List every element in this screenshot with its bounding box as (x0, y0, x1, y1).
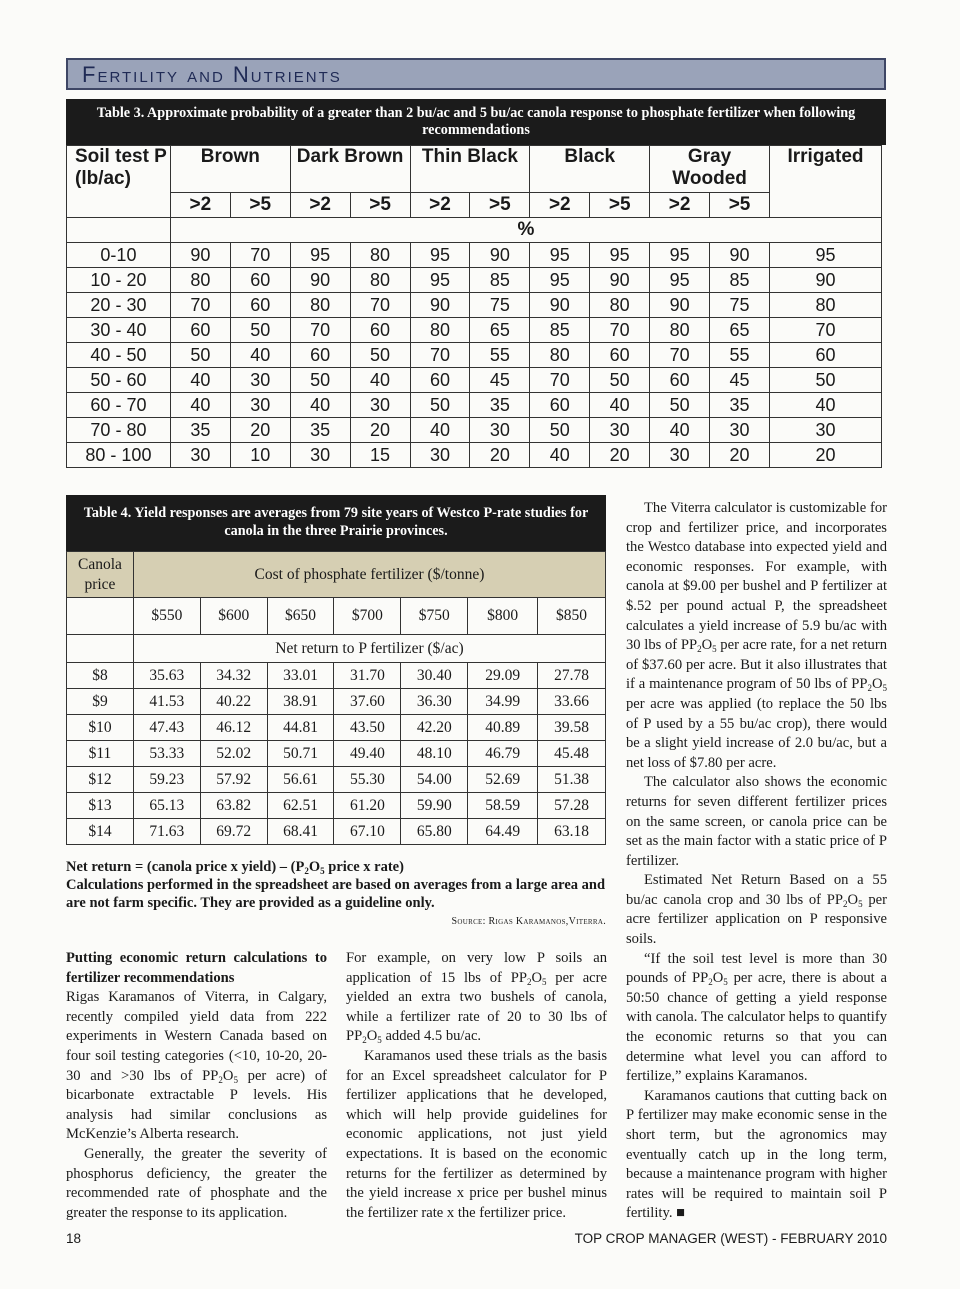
p2o5: $P_2O_5$ (834, 891, 863, 909)
table4-notes (66, 858, 606, 912)
table-cell: 60 (530, 393, 590, 418)
table-cell: 90 (650, 293, 710, 318)
table-cell: 80 - 100 (67, 443, 171, 468)
table-cell: 95 (530, 243, 590, 268)
table-cell: 90 (470, 243, 530, 268)
table-cell: 30 (410, 443, 470, 468)
table-cell: 56.61 (267, 767, 334, 793)
table-cell: 57.28 (538, 793, 606, 819)
table-row (67, 368, 882, 393)
table-cell: 85 (530, 318, 590, 343)
table-cell: 35 (710, 393, 770, 418)
table-cell: 40 (650, 418, 710, 443)
table-row (67, 741, 606, 767)
table-cell: 30 (650, 443, 710, 468)
column-1 (66, 949, 327, 1223)
table-cell: 20 (470, 443, 530, 468)
table-cell: 95 (410, 268, 470, 293)
threshold-header: >5 (590, 193, 650, 218)
table-cell: 33.66 (538, 689, 606, 715)
table-cell: 30 (590, 418, 650, 443)
p2o5: $P_2O_5$ (518, 969, 547, 987)
table-cell: 50 (350, 343, 410, 368)
table-cell: 90 (290, 268, 350, 293)
table-cell: $11 (67, 741, 134, 767)
table-cell: 65.80 (401, 819, 468, 845)
paragraph: Karamanos cautions that cutting back on P fertilizer may make economic sense in the short term, but the agronomics may eventually catch up in the long term, because a maintenance program with higher rates will be required to maintain soil P fertility. ■ (626, 1087, 887, 1222)
p2o5: $P_2O_5$ (688, 637, 717, 655)
table-cell: 38.91 (267, 689, 334, 715)
table-cell: 10 - 20 (67, 268, 171, 293)
table-cell: 71.63 (133, 819, 200, 845)
table-cell: 55 (710, 343, 770, 368)
soil-test-header: Soil test P (lb/ac) (67, 146, 171, 218)
table-cell: 20 (350, 418, 410, 443)
section-title: Fertility and Nutrients (66, 58, 886, 90)
table-cell: 20 (590, 443, 650, 468)
table-cell: 80 (650, 318, 710, 343)
paragraph: The calculator also shows the economic returns for seven different fertilizer prices on the same screen, or canola price can be set as the main factor with a static price of P fertilizer. (626, 774, 887, 869)
p2o5: $P_2O_5$ (700, 970, 728, 988)
table3 (66, 145, 882, 468)
table-cell: 0-10 (67, 243, 171, 268)
table-cell: 90 (590, 268, 650, 293)
table-cell: 37.60 (334, 689, 401, 715)
table-cell: 95 (590, 243, 650, 268)
table-cell: 95 (770, 243, 882, 268)
table-cell: 70 (650, 343, 710, 368)
threshold-header: >2 (650, 193, 710, 218)
table-row (67, 418, 882, 443)
table-cell: 35 (470, 393, 530, 418)
table-cell: 80 (530, 343, 590, 368)
table-cell: 60 (230, 268, 290, 293)
table-cell: 70 - 80 (67, 418, 171, 443)
table-cell: 40 (410, 418, 470, 443)
table-cell: 30 (230, 368, 290, 393)
table-cell: 50 (290, 368, 350, 393)
cost-header: $600 (200, 598, 267, 635)
table-cell: 39.58 (538, 715, 606, 741)
paragraph: Rigas Karamanos of Viterra, in Calgary, recently compiled yield data from 222 experiments in Western Canada based on four soil testing categories (<10, 10-20, 20-30 and >30 lbs of $PP_2O_5$ per acre) of bicarbonate extractable P levels. His analysis had similar conclusions as McKenzie’s Alberta research. (66, 989, 327, 1143)
table-cell: 47.43 (133, 715, 200, 741)
table-cell: $12 (67, 767, 134, 793)
table-cell: 45 (470, 368, 530, 393)
cost-header: $700 (334, 598, 401, 635)
table-cell: 69.72 (200, 819, 267, 845)
table-cell: 48.10 (401, 741, 468, 767)
table-row (67, 663, 606, 689)
table-cell: 50 (770, 368, 882, 393)
table-cell: 49.40 (334, 741, 401, 767)
paragraph: Estimated Net Return Based on a 55 bu/ac canola crop and 30 lbs of $PP_2O_5$ per acre fertilizer application on P responsive soils. (626, 872, 887, 948)
table-cell: 80 (410, 318, 470, 343)
table-cell: 30 (290, 443, 350, 468)
table-row (67, 767, 606, 793)
table4 (66, 551, 606, 845)
cost-header: $850 (538, 598, 606, 635)
table-cell: 33.01 (267, 663, 334, 689)
table-cell: 90 (410, 293, 470, 318)
canola-price-header: Canola price (67, 552, 134, 598)
table-row (67, 268, 882, 293)
table-cell: 35 (290, 418, 350, 443)
threshold-header: >2 (530, 193, 590, 218)
table-cell: 70 (170, 293, 230, 318)
table-cell: 70 (770, 318, 882, 343)
table-cell: 50 (170, 343, 230, 368)
table-cell: 68.41 (267, 819, 334, 845)
table-cell: 62.51 (267, 793, 334, 819)
table-cell: 40 (290, 393, 350, 418)
table-cell: 58.59 (468, 793, 538, 819)
table-cell: 20 (230, 418, 290, 443)
table-cell: 40.22 (200, 689, 267, 715)
table-cell: 95 (650, 243, 710, 268)
table-cell: 80 (770, 293, 882, 318)
table-cell: 70 (590, 318, 650, 343)
p2o5: $P_2O_5$ (859, 676, 887, 694)
zone-header: Black (530, 146, 650, 193)
threshold-header: >5 (710, 193, 770, 218)
zone-header: Gray Wooded (650, 146, 770, 193)
formula: Net return = (canola price x yield) – ($P_2O_5$ price x rate) (66, 859, 404, 876)
table-cell: 52.69 (468, 767, 538, 793)
table-cell: 46.79 (468, 741, 538, 767)
table-cell: $14 (67, 819, 134, 845)
table-cell: 70 (230, 243, 290, 268)
cost-header: $650 (267, 598, 334, 635)
paragraph: The Viterra calculator is customizable for crop and fertilizer price, and incorporates the Westco database into expected yield and economic responses. For example, with canola at $9.00 per bushel and P fertilizer at $.52 per pound actual P, the spreadsheet calculates a yield increase of 5.9 bu/ac with 30 lbs of $PP_2O_5$ per acre rate, for a net return of $37.60 per acre. But it also illustrates that if a maintenance program of 50 lbs of $PP_2O_5$ per acre was applied (to replace the 50 lbs of P used by a 55 bu/ac crop), there would be a slight yield increase of 2.0 bu/ac, but a net loss of $7.80 per acre. (626, 500, 888, 771)
table-cell: 40 (770, 393, 882, 418)
unit-label: % (170, 218, 881, 243)
table-row (67, 393, 882, 418)
table-cell: $10 (67, 715, 134, 741)
table-cell: 65 (470, 318, 530, 343)
threshold-header: >5 (230, 193, 290, 218)
table-cell: 59.23 (133, 767, 200, 793)
table-cell: 53.33 (133, 741, 200, 767)
table-cell: 64.49 (468, 819, 538, 845)
table-cell: 30 (470, 418, 530, 443)
table-row (67, 293, 882, 318)
table-cell: 34.32 (200, 663, 267, 689)
table-cell: 10 (230, 443, 290, 468)
table-cell: 90 (710, 243, 770, 268)
table-cell: 30 (170, 443, 230, 468)
table-cell: 57.92 (200, 767, 267, 793)
table-cell: 75 (470, 293, 530, 318)
table-cell: 65.13 (133, 793, 200, 819)
zone-header: Brown (170, 146, 290, 193)
cost-header: $550 (133, 598, 200, 635)
table-cell: 50 (650, 393, 710, 418)
table-cell: 20 - 30 (67, 293, 171, 318)
paragraph: Generally, the greater the severity of phosphorus deficiency, the greater the recommended rate of phosphate and the greater the response to its application. (66, 1145, 327, 1221)
table4-caption: Table 4. Yield responses are averages from 79 site years of Westco P-rate studies for canola in the three Prairie provinces. (66, 495, 606, 551)
table-cell: 55.30 (334, 767, 401, 793)
table-cell: 60 (230, 293, 290, 318)
table-cell: 60 - 70 (67, 393, 171, 418)
table-cell: 30.40 (401, 663, 468, 689)
table-cell: $9 (67, 689, 134, 715)
table-cell: 43.50 (334, 715, 401, 741)
column-3 (626, 499, 887, 1224)
p2o5: $P_2O_5$ (354, 1028, 382, 1046)
table-cell: 90 (170, 243, 230, 268)
table-cell: 63.82 (200, 793, 267, 819)
table-cell: 60 (410, 368, 470, 393)
zone-header: Irrigated (770, 146, 882, 218)
table-cell: 27.78 (538, 663, 606, 689)
table-cell: 50 (590, 368, 650, 393)
threshold-header: >2 (290, 193, 350, 218)
table-cell: 65 (710, 318, 770, 343)
table-cell: 95 (290, 243, 350, 268)
table-cell: 63.18 (538, 819, 606, 845)
table-cell: 44.81 (267, 715, 334, 741)
table-cell: 60 (170, 318, 230, 343)
table-cell: 40 (350, 368, 410, 393)
table-cell: 20 (710, 443, 770, 468)
p2o5: $P_2O_5$ (210, 1067, 238, 1085)
table-cell: 45.48 (538, 741, 606, 767)
table-cell: 40 - 50 (67, 343, 171, 368)
table-cell: 42.20 (401, 715, 468, 741)
source-credit: Source: Rigas Karamanos,Viterra. (451, 916, 606, 927)
table-cell: 40 (530, 443, 590, 468)
column-2 (346, 949, 607, 1223)
table-cell: 54.00 (401, 767, 468, 793)
table-row (67, 793, 606, 819)
table-cell: 50 (410, 393, 470, 418)
subheading: Putting economic return calculations to fertilizer recommendations (66, 950, 327, 986)
table-cell: 70 (530, 368, 590, 393)
table-cell: 61.20 (334, 793, 401, 819)
page-number: 18 (66, 1231, 82, 1246)
table-cell: 85 (470, 268, 530, 293)
table-cell: 80 (290, 293, 350, 318)
table-cell: 34.99 (468, 689, 538, 715)
table-row (67, 443, 882, 468)
table-cell: 60 (770, 343, 882, 368)
threshold-header: >2 (410, 193, 470, 218)
table-cell: 70 (410, 343, 470, 368)
threshold-header: >5 (470, 193, 530, 218)
table-cell: 31.70 (334, 663, 401, 689)
table3-caption: Table 3. Approximate probability of a greater than 2 bu/ac and 5 bu/ac canola response to phosphate fertilizer when following recommendations (66, 99, 886, 145)
table-cell (67, 598, 134, 635)
table-cell: 50 - 60 (67, 368, 171, 393)
table-cell: 30 - 40 (67, 318, 171, 343)
zone-header: Thin Black (410, 146, 530, 193)
table-cell: 80 (350, 268, 410, 293)
table-cell: 59.90 (401, 793, 468, 819)
table-cell: 36.30 (401, 689, 468, 715)
table-cell: 80 (170, 268, 230, 293)
table-cell: 60 (650, 368, 710, 393)
table-cell: 30 (230, 393, 290, 418)
threshold-header: >2 (170, 193, 230, 218)
table-cell: 20 (770, 443, 882, 468)
table-cell: 30 (350, 393, 410, 418)
net-return-header: Net return to P fertilizer ($/ac) (133, 635, 605, 663)
table-cell: 40.89 (468, 715, 538, 741)
table-cell: 29.09 (468, 663, 538, 689)
table-cell: 55 (470, 343, 530, 368)
table-cell: $13 (67, 793, 134, 819)
table-cell: 80 (350, 243, 410, 268)
paragraph: For example, on very low P soils an application of 15 lbs of $PP_2O_5$ per acre yielded an extra two bushels of canola, while a fertilizer rate of 20 to 30 lbs of $PP_2O_5$ added 4.5 bu/ac. (346, 950, 607, 1046)
table-cell: 50 (230, 318, 290, 343)
table-cell: 80 (590, 293, 650, 318)
table-cell: 95 (410, 243, 470, 268)
table-cell: 90 (530, 293, 590, 318)
threshold-header: >5 (350, 193, 410, 218)
table-cell: 70 (350, 293, 410, 318)
table-cell: 52.02 (200, 741, 267, 767)
table-cell: 45 (710, 368, 770, 393)
publication-line: TOP CROP MANAGER (WEST) - FEBRUARY 2010 (574, 1231, 887, 1246)
table-row (67, 243, 882, 268)
table-cell: 30 (710, 418, 770, 443)
table-cell: $8 (67, 663, 134, 689)
table-cell: 95 (650, 268, 710, 293)
table-cell: 40 (230, 343, 290, 368)
table-cell: 60 (350, 318, 410, 343)
table-row (67, 343, 882, 368)
table-cell: 35 (170, 418, 230, 443)
table-cell: 85 (710, 268, 770, 293)
table-cell: 90 (770, 268, 882, 293)
table4-note: Calculations performed in the spreadsheet are based on averages from a large area and are not farm specific. They are provided as a guideline only. (66, 877, 606, 911)
table-cell: 75 (710, 293, 770, 318)
paragraph: “If the soil test level is more than 30 pounds of $PP_2O_5$ per acre, there is about a 50:50 chance of getting a yield response with canola. The calculator helps to quantify the economic returns so that you can determine what level you can afford to fertilize,” explains Karamanos. (626, 950, 888, 1085)
table-row (67, 318, 882, 343)
table-cell: 15 (350, 443, 410, 468)
paragraph: Karamanos used these trials as the basis for an Excel spreadsheet calculator for P fertilizer applications that he developed, which will help provide guidelines for economic applications, not just yield expectations. It is based on the economic returns for the fertilizer as determined by the yield increase x price per bushel minus the fertilizer rate x the fertilizer price. (346, 1047, 607, 1221)
table-cell: 41.53 (133, 689, 200, 715)
cost-header: Cost of phosphate fertilizer ($/tonne) (133, 552, 605, 598)
table-cell: 50 (530, 418, 590, 443)
table-row (67, 819, 606, 845)
zone-header: Dark Brown (290, 146, 410, 193)
table-cell: 60 (290, 343, 350, 368)
table-cell: 46.12 (200, 715, 267, 741)
table-cell: 60 (590, 343, 650, 368)
cost-header: $750 (401, 598, 468, 635)
table-cell: 40 (590, 393, 650, 418)
table-cell: 30 (770, 418, 882, 443)
table-row (67, 689, 606, 715)
table-cell: 40 (170, 368, 230, 393)
table-row (67, 715, 606, 741)
table-cell: 70 (290, 318, 350, 343)
table-cell: 95 (530, 268, 590, 293)
table-cell: 50.71 (267, 741, 334, 767)
cost-header: $800 (468, 598, 538, 635)
table-cell: 35.63 (133, 663, 200, 689)
table-cell: 51.38 (538, 767, 606, 793)
table-cell: 40 (170, 393, 230, 418)
table-cell: 67.10 (334, 819, 401, 845)
